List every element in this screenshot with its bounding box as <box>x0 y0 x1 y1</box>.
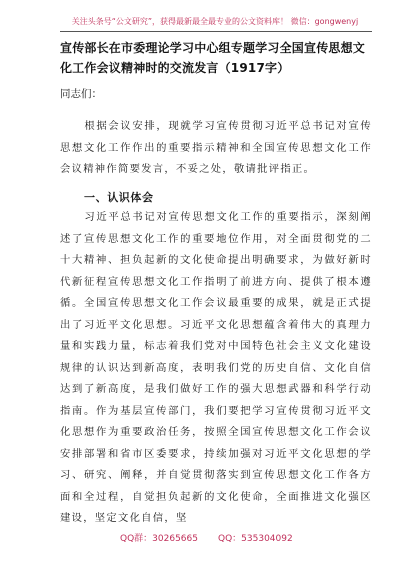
body-paragraph-text: 习近平总书记对宣传思想文化工作的重要指示，深刻阐述了宣传思想文化工作的重要地位作用，对全面贯彻党的二十大精神、担负起新的文化使命提出明确要求，为做好新时代新征程宣传思想文化工作指明了前进方向、提供了根本遵循。全国宣传思想文化工作会议最重要的成果，就是正式提出了习近平文化思想。习近平文化思想蕴含着伟大的真理力量和实践力量，标志着我们党对中国特色社会主义文化建设规律的认识达到新高度，表明我们党的历史自信、文化自信达到了新高度，是我们做好工作的强大思想武器和科学行动指南。作为基层宣传部门，我们要把学习宣传贯彻习近平文化思想作为重要政治任务，按照全国宣传思想文化工作会议安排部署和省市区委要求，持续加强对习近平文化思想的学习、研究、阐释，并自觉贯彻落实到宣传思想文化工作各方面和全过程，自觉担负起新的文化使命，全面推进文化强区建设，坚定文化自信，坚 <box>60 211 372 524</box>
intro-text: 根据会议安排，现就学习宣传贯彻习近平总书记对宣传思想文化工作作出的重要指示精神和全国宣传思想文化工作会议精神作简要发言，不妥之处，敬请批评指正。 <box>60 120 372 175</box>
intro-paragraph <box>60 116 372 181</box>
footer-qq-contact: QQ：535304092 <box>218 534 293 544</box>
salutation: 同志们： <box>60 88 102 100</box>
section-heading: 一、认识体会 <box>84 191 154 204</box>
header-divider <box>60 31 372 32</box>
header-banner: 关注头条号“公文研究”，获得最新最全最专业的公文资料库！ 微信：gongwenyj <box>71 17 359 26</box>
body-paragraph <box>60 207 372 530</box>
document-title: 宣传部长在市委理论学习中心组专题学习全国宣传思想文化工作会议精神时的交流发言（1917字） <box>60 41 366 75</box>
footer-qq-group: QQ群：30265665 <box>120 534 198 544</box>
